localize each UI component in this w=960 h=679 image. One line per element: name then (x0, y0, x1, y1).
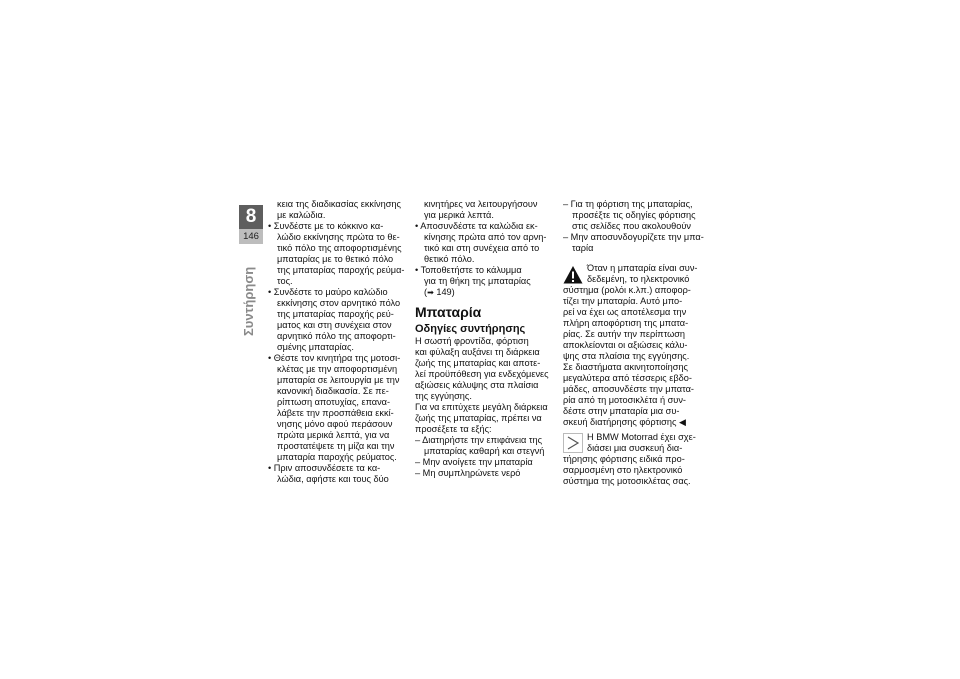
text-line: – Διατηρήστε την επιφάνεια της (415, 435, 543, 445)
text-line: για τη θήκη της μπαταρίας (424, 276, 531, 286)
text-line: τικό πόλο της αποφορτισμένης (277, 243, 402, 253)
text-line: Για να επιτύχετε μεγάλη διάρκεια (415, 402, 548, 412)
text-line: Η σωστή φροντίδα, φόρτιση (415, 336, 529, 346)
text-line: – Μη συμπληρώνετε νερό (415, 468, 521, 478)
text-line: ρία από τη μοτοσικλέτα ή συν- (563, 395, 686, 405)
battery-care-text (415, 336, 550, 479)
column-3 (563, 199, 704, 487)
text-line: για μερικά λεπτά. (424, 210, 494, 220)
chapter-tab (239, 205, 263, 244)
text-line: μπαταρίας καθαρή και στεγνή (424, 446, 545, 456)
text-line: κεια της διαδικασίας εκκίνησης (277, 199, 401, 209)
text-line: ζωής της μπαταρίας και αποτε- (415, 358, 541, 368)
text-line: προσέξετε τα εξής: (415, 424, 492, 434)
info-text (563, 432, 698, 487)
text-line: ταρία (572, 243, 594, 253)
text-line: • Αποσυνδέστε τα καλώδια εκ- (415, 221, 538, 231)
text-line: της μπαταρίας παροχής ρεύ- (277, 309, 394, 319)
text-line: τίζει την μπαταρία. Αυτό μπο- (563, 296, 683, 306)
text-line: τήρησης φόρτισης ειδικά προ- (563, 454, 685, 464)
text-line: σύστημα (ρολόι κ.λπ.) αποφορ- (563, 285, 691, 295)
text-line: • Συνδέστε το μαύρο καλώδιο (268, 287, 388, 297)
text-line: ψης στα πλαίσια της εγγύησης. (563, 351, 690, 361)
info-note (563, 432, 698, 487)
column-2-continuation (415, 199, 550, 287)
text-line: τος. (277, 276, 293, 286)
text-line: σκευή διατήρησης φόρτισης ◀ (563, 417, 687, 427)
text-line: ζωής της μπαταρίας, πρέπει να (415, 413, 542, 423)
column-1 (268, 199, 403, 485)
text-line: προστατέψετε τη μίζα και την (277, 441, 395, 451)
column-2 (415, 199, 550, 479)
text-line: λώδια, αφήστε και τους δύο (277, 474, 389, 484)
text-line: λώδιο εκκίνησης πρώτα το θε- (277, 232, 400, 242)
text-line: σαρμοσμένη στο ηλεκτρονικό (563, 465, 683, 475)
text-line: – Για τη φόρτιση της μπαταρίας, (563, 199, 693, 209)
text-line: αρνητικό πόλο της αποφορτι- (277, 331, 396, 341)
text-line: με καλώδια. (277, 210, 326, 220)
text-line: Η BMW Motorrad έχει σχε- (587, 432, 696, 442)
text-line: • Θέστε τον κινητήρα της μοτοσι- (268, 353, 401, 363)
text-line: κλέτας με την αποφορτισμένη (277, 364, 398, 374)
text-line: και φύλαξη αυξάνει τη διάρκεια (415, 347, 540, 357)
text-line: • Συνδέστε με το κόκκινο κα- (268, 221, 384, 231)
text-line: εκκίνησης στον αρνητικό πόλο (277, 298, 401, 308)
text-line: • Πριν αποσυνδέσετε τα κα- (268, 463, 381, 473)
text-line: μπαταρία παροχής ρεύματος. (277, 452, 397, 462)
warning-text (563, 263, 698, 428)
text-line: ρεί να έχει ως αποτέλεσμα την (563, 307, 687, 317)
text-line: κανονική διαδικασία. Σε πε- (277, 386, 389, 396)
text-line: πρώτα μερικά λεπτά, για να (277, 430, 390, 440)
text-line: θετικό πόλο. (424, 254, 475, 264)
text-line: μεγαλύτερα από τέσσερις εβδο- (563, 373, 692, 383)
text-line: μάδες, αποσυνδέστε την μπατα- (563, 384, 694, 394)
text-line: πλήρη αποφόρτιση της μπατα- (563, 318, 689, 328)
text-line: Όταν η μπαταρία είναι συν- (587, 263, 698, 273)
text-line: τικό και στη συνέχεια από το (424, 243, 540, 253)
text-line: της μπαταρίας παροχής ρεύμα- (277, 265, 405, 275)
reference-page: 149 (436, 287, 452, 297)
text-line: κινητήρες να λειτουργήσουν (424, 199, 538, 209)
text-line: Σε διαστήματα ακινητοποίησης (563, 362, 688, 372)
text-line: δεδεμένη, το ηλεκτρονικό (587, 274, 690, 284)
side-title: Συντήρηση (241, 266, 256, 336)
text-line: νησης μόνο αφού περάσουν (277, 419, 393, 429)
text-line: λάβετε την προσπάθεια εκκί- (277, 408, 394, 418)
text-line: σύστημα της μοτοσικλέτας σας. (563, 476, 691, 486)
side-title-container (241, 266, 261, 356)
text-line: ρίπτωση αποτυχίας, επανα- (277, 397, 391, 407)
text-line: αξιώσεις κάλυψης στα πλαίσια (415, 380, 539, 390)
section-heading: Μπαταρία (415, 304, 482, 320)
chapter-number: 8 (245, 206, 257, 227)
text-line: σμένης μπαταρίας. (277, 342, 354, 352)
page-number: 146 (239, 229, 263, 244)
text-line: μπαταρίας με το θετικό πόλο (277, 254, 394, 264)
warning-note (563, 263, 698, 428)
arrow-right-icon: ➡ (427, 288, 434, 297)
text-line: στις σελίδες που ακολουθούν (572, 221, 691, 231)
text-line: μπαταρία σε λειτουργία με την (277, 375, 400, 385)
battery-care-list (563, 199, 704, 254)
text-line: κίνησης πρώτα από τον αρνη- (424, 232, 547, 242)
info-arrow-icon (563, 433, 583, 453)
page-reference: (➡ 149) (424, 287, 455, 297)
text-line: – Μην ανοίγετε την μπαταρία (415, 457, 533, 467)
text-line: δέστε στην μπαταρία μια συ- (563, 406, 680, 416)
text-line: ρίας. Σε αυτήν την περίπτωση (563, 329, 686, 339)
warning-triangle-icon (563, 265, 583, 285)
text-line: ματος και στη συνέχεια στον (277, 320, 392, 330)
text-line: προσέξτε τις οδηγίες φόρτισης (572, 210, 696, 220)
subsection-heading: Οδηγίες συντήρησης (415, 323, 526, 335)
text-line: – Μην αποσυνδογυρίζετε την μπα- (563, 232, 704, 242)
text-line: διάσει μια συσκευή δια- (587, 443, 683, 453)
text-line: • Τοποθετήστε το κάλυμμα (415, 265, 522, 275)
text-line: της εγγύησης. (415, 391, 472, 401)
text-line: λεί προϋπόθεση για ενδεχόμενες (415, 369, 549, 379)
text-line: αποκλείονται οι αξιώσεις κάλυ- (563, 340, 688, 350)
